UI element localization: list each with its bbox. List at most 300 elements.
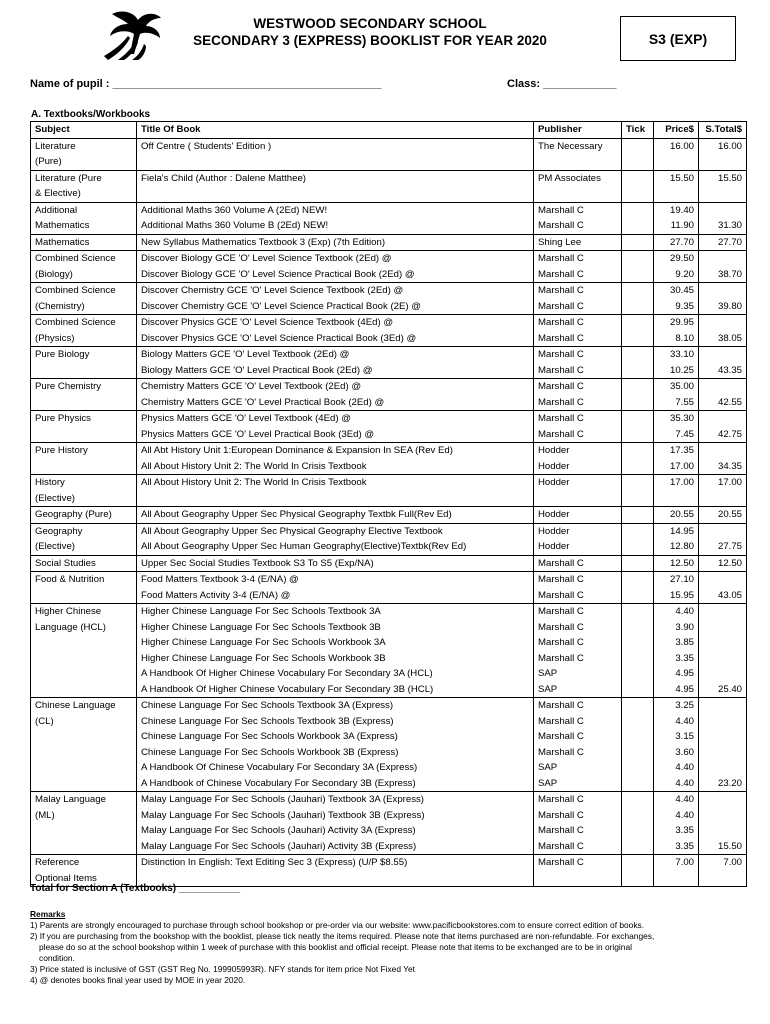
- subject-cell: [31, 395, 137, 411]
- tick-cell[interactable]: [622, 186, 654, 202]
- publisher-cell: Marshall C: [534, 315, 622, 331]
- price-cell: 14.95: [654, 523, 699, 539]
- subtotal-cell: 25.40: [699, 682, 747, 698]
- subject-cell: [31, 588, 137, 604]
- price-cell: 33.10: [654, 347, 699, 363]
- title-cell: A Handbook Of Chinese Vocabulary For Secondary 3A (Express): [137, 760, 534, 776]
- price-cell: 3.35: [654, 651, 699, 667]
- subtotal-cell: [699, 871, 747, 887]
- subtotal-cell: [699, 315, 747, 331]
- tick-cell[interactable]: [622, 698, 654, 714]
- booklist-title: SECONDARY 3 (EXPRESS) BOOKLIST FOR YEAR 2020: [193, 33, 547, 48]
- table-row: [31, 427, 747, 443]
- header-publisher: Publisher: [534, 122, 622, 139]
- subject-cell: Language (HCL): [31, 620, 137, 636]
- subtotal-cell: [699, 729, 747, 745]
- publisher-cell: Marshall C: [534, 808, 622, 824]
- title-cell: Chemistry Matters GCE 'O' Level Practical Book (2Ed) @: [137, 395, 534, 411]
- price-cell: [654, 186, 699, 202]
- publisher-cell: Hodder: [534, 443, 622, 459]
- price-cell: 7.45: [654, 427, 699, 443]
- subject-cell: Malay Language: [31, 792, 137, 808]
- title-cell: Discover Biology GCE 'O' Level Science Textbook (2Ed) @: [137, 251, 534, 267]
- subtotal-cell: 38.70: [699, 267, 747, 283]
- table-row: [31, 507, 747, 524]
- publisher-cell: Marshall C: [534, 839, 622, 855]
- remark-item: 2) If you are purchasing from the bookshop with the booklist, please tick neatly the items required. Please note that items purchased are non-refundable. For exchanges,: [30, 931, 655, 941]
- tick-cell[interactable]: [622, 218, 654, 234]
- booklist-table: [30, 121, 747, 887]
- table-row: [31, 776, 747, 792]
- table-row: [31, 555, 747, 572]
- table-row: [31, 218, 747, 234]
- tick-cell[interactable]: [622, 604, 654, 620]
- title-cell: New Syllabus Mathematics Textbook 3 (Exp) (7th Edition): [137, 234, 534, 251]
- subject-cell: [31, 729, 137, 745]
- tick-cell[interactable]: [622, 714, 654, 730]
- subtotal-cell: [699, 283, 747, 299]
- table-row: [31, 331, 747, 347]
- remark-item: condition.: [39, 953, 75, 963]
- tick-cell[interactable]: [622, 154, 654, 170]
- price-cell: 4.40: [654, 604, 699, 620]
- subject-cell: Pure Biology: [31, 347, 137, 363]
- publisher-cell: Marshall C: [534, 698, 622, 714]
- tick-cell[interactable]: [622, 475, 654, 491]
- title-cell: A Handbook of Chinese Vocabulary For Secondary 3B (Express): [137, 776, 534, 792]
- subtotal-cell: 23.20: [699, 776, 747, 792]
- subtotal-cell: [699, 604, 747, 620]
- publisher-cell: Marshall C: [534, 651, 622, 667]
- price-cell: [654, 154, 699, 170]
- publisher-cell: [534, 154, 622, 170]
- publisher-cell: Marshall C: [534, 363, 622, 379]
- publisher-cell: SAP: [534, 760, 622, 776]
- price-cell: 12.50: [654, 555, 699, 572]
- publisher-cell: Marshall C: [534, 588, 622, 604]
- price-cell: 35.30: [654, 411, 699, 427]
- title-cell: Chinese Language For Sec Schools Textbook 3A (Express): [137, 698, 534, 714]
- subtotal-cell: [699, 186, 747, 202]
- title-cell: Food Matters Textbook 3-4 (E/NA) @: [137, 572, 534, 588]
- tick-cell[interactable]: [622, 363, 654, 379]
- tick-cell[interactable]: [622, 539, 654, 555]
- header-tick: Tick: [622, 122, 654, 139]
- price-cell: 4.40: [654, 808, 699, 824]
- publisher-cell: Marshall C: [534, 218, 622, 234]
- subject-cell: Literature (Pure: [31, 170, 137, 186]
- subtotal-cell: [699, 714, 747, 730]
- tick-cell[interactable]: [622, 427, 654, 443]
- price-cell: 3.15: [654, 729, 699, 745]
- subject-cell: [31, 745, 137, 761]
- title-cell: Higher Chinese Language For Sec Schools Textbook 3A: [137, 604, 534, 620]
- table-row: [31, 666, 747, 682]
- subtotal-cell: [699, 347, 747, 363]
- tick-cell[interactable]: [622, 823, 654, 839]
- remark-item: 3) Price stated is inclusive of GST (GST Reg No. 199905993R). NFY stands for item price Not Fixed Yet: [30, 964, 415, 974]
- title-cell: Chinese Language For Sec Schools Workbook 3B (Express): [137, 745, 534, 761]
- pupil-name-field[interactable]: Name of pupil : ____________________________________________: [30, 78, 382, 90]
- tick-cell[interactable]: [622, 138, 654, 154]
- table-row: [31, 170, 747, 186]
- tick-cell[interactable]: [622, 871, 654, 887]
- publisher-cell: Marshall C: [534, 620, 622, 636]
- title-cell: Discover Chemistry GCE 'O' Level Science Textbook (2Ed) @: [137, 283, 534, 299]
- tick-cell[interactable]: [622, 555, 654, 572]
- publisher-cell: Marshall C: [534, 283, 622, 299]
- title-cell: Malay Language For Sec Schools (Jauhari) Activity 3B (Express): [137, 839, 534, 855]
- tick-cell[interactable]: [622, 760, 654, 776]
- table-row: [31, 808, 747, 824]
- price-cell: 11.90: [654, 218, 699, 234]
- price-cell: [654, 871, 699, 887]
- title-cell: All About History Unit 2: The World In Crisis Textbook: [137, 459, 534, 475]
- price-cell: 10.25: [654, 363, 699, 379]
- subject-cell: Geography (Pure): [31, 507, 137, 524]
- subject-cell: History: [31, 475, 137, 491]
- table-row: [31, 299, 747, 315]
- subject-cell: [31, 427, 137, 443]
- table-row: [31, 251, 747, 267]
- subtotal-cell: [699, 491, 747, 507]
- subject-cell: [31, 823, 137, 839]
- table-row: [31, 475, 747, 491]
- price-cell: 3.90: [654, 620, 699, 636]
- title-cell: Additional Maths 360 Volume B (2Ed) NEW!: [137, 218, 534, 234]
- title-cell: Physics Matters GCE 'O' Level Textbook (4Ed) @: [137, 411, 534, 427]
- remarks: [30, 909, 740, 986]
- price-cell: 29.95: [654, 315, 699, 331]
- table-row: [31, 186, 747, 202]
- subject-cell: (Biology): [31, 267, 137, 283]
- subtotal-cell: 15.50: [699, 170, 747, 186]
- tick-cell[interactable]: [622, 347, 654, 363]
- price-cell: 15.95: [654, 588, 699, 604]
- publisher-cell: [534, 186, 622, 202]
- tick-cell[interactable]: [622, 635, 654, 651]
- table-row: [31, 202, 747, 218]
- publisher-cell: [534, 491, 622, 507]
- subject-cell: Combined Science: [31, 283, 137, 299]
- price-cell: 9.20: [654, 267, 699, 283]
- table-row: [31, 729, 747, 745]
- table-row: [31, 620, 747, 636]
- subtotal-cell: [699, 154, 747, 170]
- price-cell: 12.80: [654, 539, 699, 555]
- title-cell: Discover Physics GCE 'O' Level Science Textbook (4Ed) @: [137, 315, 534, 331]
- tick-cell[interactable]: [622, 315, 654, 331]
- subject-cell: (Physics): [31, 331, 137, 347]
- publisher-cell: Marshall C: [534, 555, 622, 572]
- price-cell: 9.35: [654, 299, 699, 315]
- subtotal-cell: [699, 251, 747, 267]
- title-cell: Off Centre ( Students' Edition ): [137, 138, 534, 154]
- tick-cell[interactable]: [622, 745, 654, 761]
- title-cell: All Abt History Unit 1:European Dominance & Expansion In SEA (Rev Ed): [137, 443, 534, 459]
- tick-cell[interactable]: [622, 491, 654, 507]
- table-row: [31, 315, 747, 331]
- tick-cell[interactable]: [622, 170, 654, 186]
- subject-cell: Pure Physics: [31, 411, 137, 427]
- subject-cell: Reference: [31, 855, 137, 871]
- title-cell: Higher Chinese Language For Sec Schools Workbook 3B: [137, 651, 534, 667]
- subtotal-cell: 27.70: [699, 234, 747, 251]
- subtotal-cell: [699, 379, 747, 395]
- subtotal-cell: [699, 411, 747, 427]
- title-cell: Discover Chemistry GCE 'O' Level Science Practical Book (2E) @: [137, 299, 534, 315]
- tick-cell[interactable]: [622, 331, 654, 347]
- publisher-cell: Marshall C: [534, 395, 622, 411]
- title-cell: [137, 154, 534, 170]
- subject-cell: Additional: [31, 202, 137, 218]
- tick-cell[interactable]: [622, 443, 654, 459]
- table-row: [31, 523, 747, 539]
- title-cell: All About Geography Upper Sec Physical Geography Elective Textbook: [137, 523, 534, 539]
- publisher-cell: Marshall C: [534, 411, 622, 427]
- subject-cell: Higher Chinese: [31, 604, 137, 620]
- table-row: [31, 154, 747, 170]
- price-cell: 27.10: [654, 572, 699, 588]
- publisher-cell: PM Associates: [534, 170, 622, 186]
- subtotal-cell: 38.05: [699, 331, 747, 347]
- price-cell: 17.00: [654, 475, 699, 491]
- price-cell: 4.95: [654, 666, 699, 682]
- price-cell: 8.10: [654, 331, 699, 347]
- table-row: [31, 347, 747, 363]
- subject-cell: Literature: [31, 138, 137, 154]
- subtotal-cell: 43.05: [699, 588, 747, 604]
- title-cell: Malay Language For Sec Schools (Jauhari) Textbook 3A (Express): [137, 792, 534, 808]
- price-cell: 27.70: [654, 234, 699, 251]
- section-a-title: A. Textbooks/Workbooks: [31, 109, 151, 120]
- tick-cell[interactable]: [622, 729, 654, 745]
- title-cell: Chinese Language For Sec Schools Textbook 3B (Express): [137, 714, 534, 730]
- price-cell: 4.95: [654, 682, 699, 698]
- subtotal-cell: 34.35: [699, 459, 747, 475]
- price-cell: 17.35: [654, 443, 699, 459]
- title-cell: A Handbook Of Higher Chinese Vocabulary For Secondary 3B (HCL): [137, 682, 534, 698]
- publisher-cell: Marshall C: [534, 855, 622, 871]
- tick-cell[interactable]: [622, 202, 654, 218]
- table-row: [31, 491, 747, 507]
- publisher-cell: Marshall C: [534, 729, 622, 745]
- tick-cell[interactable]: [622, 588, 654, 604]
- price-cell: 7.00: [654, 855, 699, 871]
- subtotal-cell: [699, 635, 747, 651]
- table-row: [31, 283, 747, 299]
- tick-cell[interactable]: [622, 299, 654, 315]
- price-cell: 4.40: [654, 714, 699, 730]
- subtotal-cell: [699, 808, 747, 824]
- publisher-cell: Marshall C: [534, 331, 622, 347]
- subtotal-cell: [699, 572, 747, 588]
- subject-cell: Food & Nutrition: [31, 572, 137, 588]
- price-cell: 3.25: [654, 698, 699, 714]
- table-row: [31, 604, 747, 620]
- tick-cell[interactable]: [622, 395, 654, 411]
- subject-cell: [31, 839, 137, 855]
- table-row: [31, 682, 747, 698]
- title-cell: Food Matters Activity 3-4 (E/NA) @: [137, 588, 534, 604]
- table-row: [31, 572, 747, 588]
- table-row: [31, 267, 747, 283]
- header-price: Price$: [654, 122, 699, 139]
- price-cell: 17.00: [654, 459, 699, 475]
- price-cell: 3.60: [654, 745, 699, 761]
- subtotal-cell: 20.55: [699, 507, 747, 524]
- title-cell: Biology Matters GCE 'O' Level Textbook (2Ed) @: [137, 347, 534, 363]
- tick-cell[interactable]: [622, 682, 654, 698]
- subtotal-cell: [699, 823, 747, 839]
- table-row: [31, 379, 747, 395]
- header-title: Title Of Book: [137, 122, 534, 139]
- subtotal-cell: 39.80: [699, 299, 747, 315]
- tick-cell[interactable]: [622, 234, 654, 251]
- tick-cell[interactable]: [622, 666, 654, 682]
- tick-cell[interactable]: [622, 620, 654, 636]
- title-cell: Upper Sec Social Studies Textbook S3 To S5 (Exp/NA): [137, 555, 534, 572]
- publisher-cell: SAP: [534, 682, 622, 698]
- tick-cell[interactable]: [622, 379, 654, 395]
- price-cell: 19.40: [654, 202, 699, 218]
- price-cell: 29.50: [654, 251, 699, 267]
- subtotal-cell: [699, 202, 747, 218]
- price-cell: 4.40: [654, 760, 699, 776]
- subtotal-cell: 7.00: [699, 855, 747, 871]
- tick-cell[interactable]: [622, 251, 654, 267]
- subject-cell: Mathematics: [31, 234, 137, 251]
- tick-cell[interactable]: [622, 855, 654, 871]
- title-cell: Distinction In English: Text Editing Sec 3 (Express) (U/P $8.55): [137, 855, 534, 871]
- publisher-cell: Marshall C: [534, 604, 622, 620]
- subject-cell: [31, 760, 137, 776]
- tick-cell[interactable]: [622, 283, 654, 299]
- subject-cell: Pure History: [31, 443, 137, 459]
- publisher-cell: Marshall C: [534, 251, 622, 267]
- subtotal-cell: 27.75: [699, 539, 747, 555]
- title-cell: All About Geography Upper Sec Human Geography(Elective)Textbk(Rev Ed): [137, 539, 534, 555]
- publisher-cell: Marshall C: [534, 572, 622, 588]
- subtotal-cell: 43.35: [699, 363, 747, 379]
- table-row: [31, 459, 747, 475]
- subject-cell: [31, 666, 137, 682]
- title-cell: All About History Unit 2: The World In Crisis Textbook: [137, 475, 534, 491]
- price-cell: 3.85: [654, 635, 699, 651]
- title-cell: [137, 186, 534, 202]
- tick-cell[interactable]: [622, 459, 654, 475]
- price-cell: 3.35: [654, 823, 699, 839]
- publisher-cell: The Necessary: [534, 138, 622, 154]
- price-cell: 35.00: [654, 379, 699, 395]
- publisher-cell: Marshall C: [534, 347, 622, 363]
- subtotal-cell: 15.50: [699, 839, 747, 855]
- table-header-row: [31, 122, 747, 139]
- remark-item: 4) @ denotes books final year used by MOE in year 2020.: [30, 975, 246, 985]
- publisher-cell: Marshall C: [534, 267, 622, 283]
- subtotal-cell: [699, 760, 747, 776]
- subject-cell: (Elective): [31, 539, 137, 555]
- price-cell: 4.40: [654, 792, 699, 808]
- price-cell: 20.55: [654, 507, 699, 524]
- title-cell: A Handbook Of Higher Chinese Vocabulary For Secondary 3A (HCL): [137, 666, 534, 682]
- table-row: [31, 714, 747, 730]
- publisher-cell: Hodder: [534, 507, 622, 524]
- subject-cell: [31, 635, 137, 651]
- tick-cell[interactable]: [622, 523, 654, 539]
- publisher-cell: Marshall C: [534, 427, 622, 443]
- class-field[interactable]: Class: ____________: [507, 78, 617, 90]
- price-cell: 4.40: [654, 776, 699, 792]
- subject-cell: [31, 459, 137, 475]
- table-row: [31, 745, 747, 761]
- table-row: [31, 792, 747, 808]
- subtotal-cell: [699, 443, 747, 459]
- table-row: [31, 539, 747, 555]
- tick-cell[interactable]: [622, 267, 654, 283]
- tick-cell[interactable]: [622, 507, 654, 524]
- subject-cell: Optional Items: [31, 871, 137, 887]
- publisher-cell: Marshall C: [534, 635, 622, 651]
- publisher-cell: [534, 871, 622, 887]
- title-cell: Malay Language For Sec Schools (Jauhari) Activity 3A (Express): [137, 823, 534, 839]
- price-cell: 3.35: [654, 839, 699, 855]
- tick-cell[interactable]: [622, 572, 654, 588]
- subtotal-cell: 16.00: [699, 138, 747, 154]
- table-row: [31, 363, 747, 379]
- publisher-cell: Marshall C: [534, 299, 622, 315]
- tick-cell[interactable]: [622, 839, 654, 855]
- subject-cell: (Elective): [31, 491, 137, 507]
- tick-cell[interactable]: [622, 651, 654, 667]
- publisher-cell: Hodder: [534, 475, 622, 491]
- subtotal-cell: 17.00: [699, 475, 747, 491]
- title-cell: Higher Chinese Language For Sec Schools Workbook 3A: [137, 635, 534, 651]
- subject-cell: (ML): [31, 808, 137, 824]
- table-row: [31, 698, 747, 714]
- title-cell: Physics Matters GCE 'O' Level Practical Book (3Ed) @: [137, 427, 534, 443]
- title-cell: Chinese Language For Sec Schools Workbook 3A (Express): [137, 729, 534, 745]
- table-row: [31, 395, 747, 411]
- subject-cell: [31, 682, 137, 698]
- tick-cell[interactable]: [622, 808, 654, 824]
- table-row: [31, 234, 747, 251]
- header-subtotal: S.Total$: [699, 122, 747, 139]
- publisher-cell: Shing Lee: [534, 234, 622, 251]
- price-cell: 16.00: [654, 138, 699, 154]
- tick-cell[interactable]: [622, 411, 654, 427]
- subject-cell: Social Studies: [31, 555, 137, 572]
- remarks-title: Remarks: [30, 909, 66, 919]
- section-a-total: Total for Section A (Textbooks) ___________: [30, 883, 241, 894]
- table-row: [31, 588, 747, 604]
- table-row: [31, 443, 747, 459]
- subject-cell: Combined Science: [31, 315, 137, 331]
- tick-cell[interactable]: [622, 792, 654, 808]
- title-cell: All About Geography Upper Sec Physical Geography Textbk Full(Rev Ed): [137, 507, 534, 524]
- publisher-cell: Marshall C: [534, 823, 622, 839]
- subject-cell: Geography: [31, 523, 137, 539]
- subject-cell: (Chemistry): [31, 299, 137, 315]
- table-row: [31, 760, 747, 776]
- subtotal-cell: 42.55: [699, 395, 747, 411]
- tick-cell[interactable]: [622, 776, 654, 792]
- title-cell: Malay Language For Sec Schools (Jauhari) Textbook 3B (Express): [137, 808, 534, 824]
- price-cell: 15.50: [654, 170, 699, 186]
- header-subject: Subject: [31, 122, 137, 139]
- subject-cell: [31, 363, 137, 379]
- table-row: [31, 651, 747, 667]
